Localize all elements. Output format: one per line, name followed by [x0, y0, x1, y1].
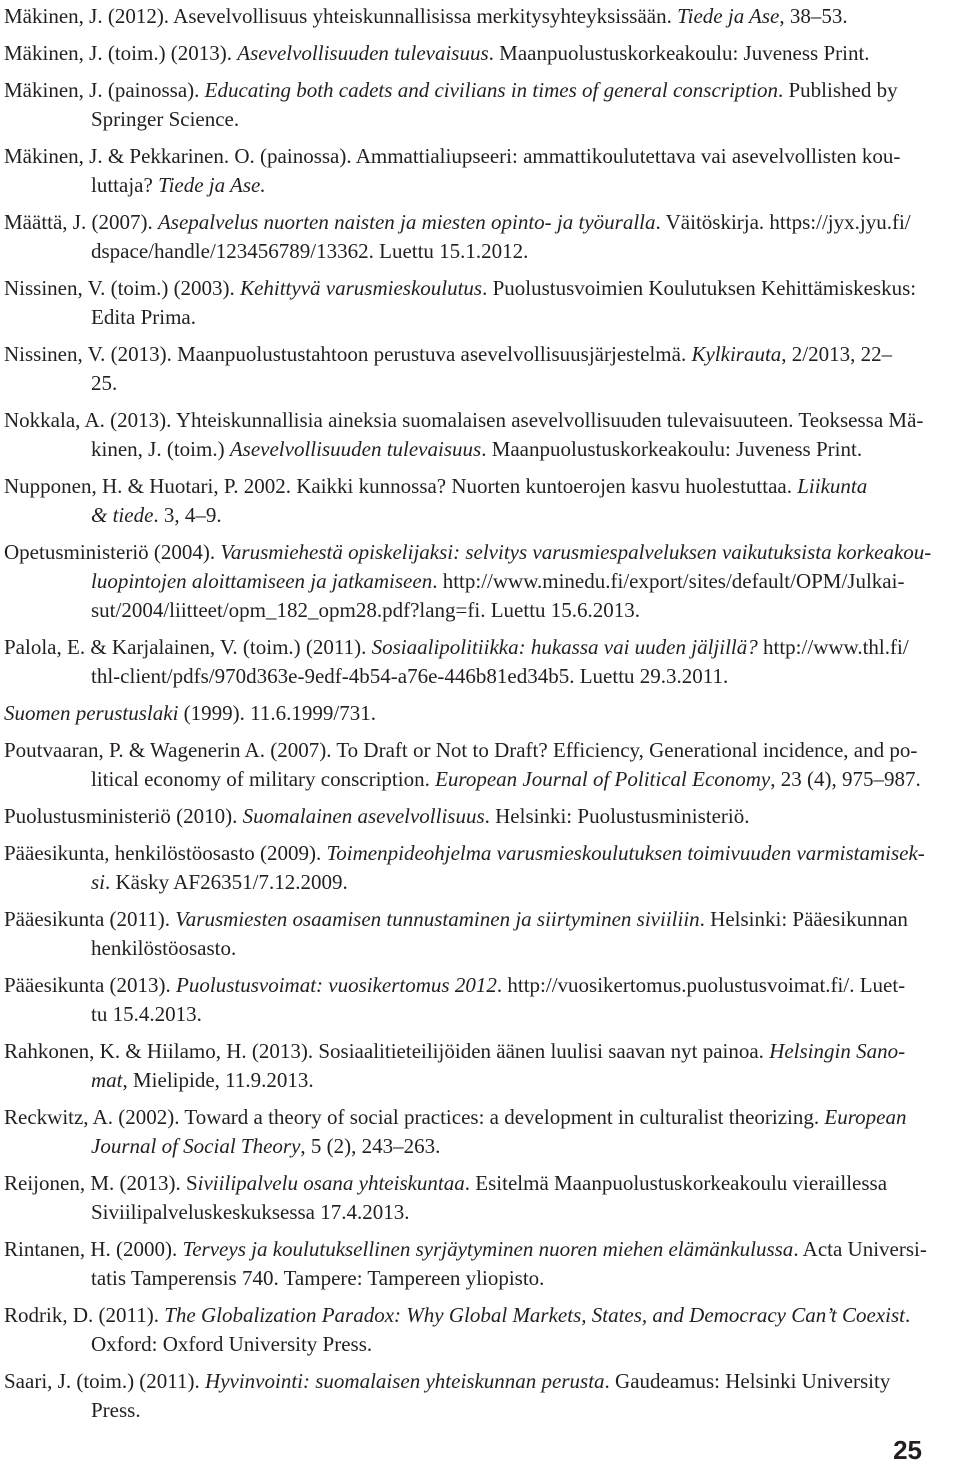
reference-first-line [4, 1171, 887, 1195]
reference-entry [4, 699, 960, 728]
entry-spacer [0, 134, 960, 142]
reference-text: Oxford: Oxford University Press. [91, 1332, 373, 1356]
reference-continuation-line [91, 934, 960, 963]
reference-first-line [4, 4, 848, 28]
reference-text: Nissinen, V. (2013). Maanpuolustustahtoon perustuva asevelvollisuusjärjestelmä. [4, 342, 692, 366]
reference-title-italic: European [824, 1105, 907, 1129]
reference-text: . http://www.minedu.fi/export/sites/default/OPM/Julkai- [432, 569, 905, 593]
reference-text: . Published by [777, 78, 898, 102]
reference-title-italic: mat [91, 1068, 123, 1092]
reference-first-line [4, 1039, 905, 1063]
reference-text: Mäkinen, J. (painossa). [4, 78, 205, 102]
entry-spacer [0, 1029, 960, 1037]
entry-spacer [0, 1161, 960, 1169]
reference-first-line [4, 804, 750, 828]
reference-first-line [4, 276, 916, 300]
reference-text: kinen, J. (toim.) [91, 437, 230, 461]
reference-text: . Gaudeamus: Helsinki University [604, 1369, 891, 1393]
reference-title-italic: Journal of Social Theory [91, 1134, 301, 1158]
entry-spacer [0, 200, 960, 208]
reference-first-line [4, 408, 923, 432]
reference-continuation-line [91, 1066, 960, 1095]
reference-text: , Mielipide, 11.9.2013. [122, 1068, 314, 1092]
reference-text: Mäkinen, J. (2012). Asevelvollisuus yhteiskunnallisissa merkitysyhteyksissään. [4, 4, 678, 28]
reference-text: Reijonen, M. (2013). S [4, 1171, 198, 1195]
page-number: 25 [893, 1435, 922, 1465]
reference-continuation-line [91, 1000, 960, 1029]
reference-entry [4, 142, 960, 200]
reference-title-italic: Tiede ja Ase [677, 4, 780, 28]
reference-title-italic: Hyvinvointi: suomalaisen yhteiskunnan perusta [205, 1369, 605, 1393]
reference-text: . Maanpuolustuskorkeakoulu: Juveness Print. [481, 437, 863, 461]
entry-spacer [0, 464, 960, 472]
reference-continuation-line [91, 1198, 960, 1227]
reference-entry [4, 633, 960, 691]
reference-continuation-line [91, 501, 960, 530]
reference-text: sut/2004/liitteet/opm_182_opm28.pdf?lang=fi. Luettu 15.6.2013. [91, 598, 641, 622]
reference-text: , 38–53. [779, 4, 848, 28]
reference-text: . Maanpuolustuskorkeakoulu: Juveness Print. [488, 41, 870, 65]
reference-entry [4, 1169, 960, 1227]
reference-title-italic: Sosiaalipolitiikka: hukassa vai uuden jäljillä? [371, 635, 758, 659]
reference-text: Springer Science. [91, 107, 240, 131]
entry-spacer [0, 625, 960, 633]
reference-text: . Helsinki: Pääesikunnan [699, 907, 908, 931]
entry-spacer [0, 831, 960, 839]
reference-entry [4, 76, 960, 134]
reference-text: . Esitelmä Maanpuolustuskorkeakoulu vieraillessa [464, 1171, 888, 1195]
reference-text: Rahkonen, K. & Hiilamo, H. (2013). Sosiaalitieteilijöiden äänen luulisi saavan nyt painoa. [4, 1039, 770, 1063]
reference-text: 25. [91, 371, 118, 395]
reference-text: Määttä, J. (2007). [4, 210, 158, 234]
reference-continuation-line [91, 171, 960, 200]
reference-entry [4, 39, 960, 68]
reference-text: Pääesikunta (2013). [4, 973, 177, 997]
reference-text: Edita Prima. [91, 305, 196, 329]
reference-continuation-line [91, 662, 960, 691]
reference-text: tatis Tamperensis 740. Tampere: Tampereen yliopisto. [91, 1266, 545, 1290]
reference-continuation-line [91, 596, 960, 625]
entry-spacer [0, 1359, 960, 1367]
reference-entry [4, 1235, 960, 1293]
reference-text: litical economy of military conscription. [91, 767, 436, 791]
entry-spacer [0, 963, 960, 971]
reference-title-italic: Kylkirauta [691, 342, 782, 366]
reference-entry [4, 208, 960, 266]
reference-title-italic: Kehittyvä varusmieskoulutus [240, 276, 483, 300]
reference-first-line [4, 78, 898, 102]
reference-first-line [4, 841, 925, 865]
reference-text: Press. [91, 1398, 141, 1422]
entry-spacer [0, 1293, 960, 1301]
reference-entry [4, 905, 960, 963]
reference-title-italic: Liikunta [797, 474, 868, 498]
reference-continuation-line [91, 765, 960, 794]
reference-first-line [4, 210, 911, 234]
reference-continuation-line [91, 303, 960, 332]
reference-entry [4, 472, 960, 530]
reference-entry [4, 340, 960, 398]
reference-text: Mäkinen, J. & Pekkarinen. O. (painossa). Ammattialiupseeri: ammattikoulutettava vai asevelvollisten kou- [4, 144, 901, 168]
reference-first-line [4, 342, 892, 366]
reference-text: . Väitöskirja. https://jyx.jyu.fi/ [655, 210, 911, 234]
reference-text: Rintanen, H. (2000). [4, 1237, 183, 1261]
entry-spacer [0, 1227, 960, 1235]
reference-continuation-line [91, 435, 960, 464]
reference-text: , 5 (2), 243–263. [300, 1134, 441, 1158]
reference-text: . Helsinki: Puolustusministeriö. [484, 804, 750, 828]
reference-first-line [4, 144, 900, 168]
reference-title-italic: Puolustusvoimat: vuosikertomus 2012 [176, 973, 497, 997]
reference-title-italic: Asepalvelus nuorten naisten ja miesten opinto- ja työuralla [157, 210, 656, 234]
reference-first-line [4, 1237, 927, 1261]
reference-entry [4, 971, 960, 1029]
reference-title-italic: iviilipalvelu osana yhteiskuntaa [197, 1171, 465, 1195]
reference-text: Pääesikunta (2011). [4, 907, 176, 931]
entry-spacer [0, 728, 960, 736]
reference-text: Mäkinen, J. (toim.) (2013). [4, 41, 238, 65]
reference-text: . [904, 1303, 911, 1327]
reference-text: dspace/handle/123456789/13362. Luettu 15.1.2012. [91, 239, 529, 263]
reference-continuation-line [91, 567, 960, 596]
reference-entry [4, 1367, 960, 1425]
reference-entry [4, 406, 960, 464]
entry-spacer [0, 1095, 960, 1103]
reference-entry [4, 1301, 960, 1359]
reference-first-line [4, 701, 376, 725]
reference-continuation-line [91, 369, 960, 398]
reference-title-italic: Tiede ja Ase. [158, 173, 266, 197]
reference-text: Nokkala, A. (2013). Yhteiskunnallisia aineksia suomalaisen asevelvollisuuden tulevaisuuteen. Teoksessa Mä- [4, 408, 924, 432]
reference-title-italic: Toimenpideohjelma varusmieskoulutuksen toimivuuden varmistamisek- [326, 841, 925, 865]
reference-first-line [4, 973, 905, 997]
reference-first-line [4, 41, 870, 65]
reference-title-italic: Suomen perustuslaki [4, 701, 179, 725]
reference-text: henkilöstöosasto. [91, 936, 237, 960]
reference-text: . http://vuosikertomus.puolustusvoimat.fi/. Luet- [496, 973, 906, 997]
reference-text: (1999). 11.6.1999/731. [178, 701, 376, 725]
reference-first-line [4, 907, 908, 931]
reference-text: Opetusministeriö (2004). [4, 540, 221, 564]
reference-entry [4, 736, 960, 794]
reference-text: Saari, J. (toim.) (2011). [4, 1369, 206, 1393]
reference-continuation-line [91, 1396, 960, 1425]
entry-spacer [0, 691, 960, 699]
reference-first-line [4, 474, 867, 498]
reference-text: . 3, 4–9. [153, 503, 222, 527]
reference-text: tu 15.4.2013. [91, 1002, 202, 1026]
reference-entry [4, 1037, 960, 1095]
reference-title-italic: The Globalization Paradox: Why Global Markets, States, and Democracy Can’t Coexist [164, 1303, 905, 1327]
reference-text: Rodrik, D. (2011). [4, 1303, 165, 1327]
reference-title-italic: Asevelvollisuuden tulevaisuus [237, 41, 489, 65]
reference-text: http://www.thl.fi/ [757, 635, 909, 659]
reference-text: Nupponen, H. & Huotari, P. 2002. Kaikki kunnossa? Nuorten kuntoerojen kasvu huolestuttaa. [4, 474, 798, 498]
reference-continuation-line [91, 1132, 960, 1161]
reference-text: luttaja? [91, 173, 159, 197]
reference-text: Siviilipalveluskeskuksessa 17.4.2013. [91, 1200, 410, 1224]
reference-continuation-line [91, 237, 960, 266]
entry-spacer [0, 31, 960, 39]
reference-text: , 23 (4), 975–987. [770, 767, 921, 791]
reference-first-line [4, 738, 917, 762]
reference-first-line [4, 635, 909, 659]
reference-entry [4, 538, 960, 625]
entry-spacer [0, 897, 960, 905]
reference-title-italic: Educating both cadets and civilians in times of general conscription [204, 78, 778, 102]
reference-text: Puolustusministeriö (2010). [4, 804, 243, 828]
reference-text: Reckwitz, A. (2002). Toward a theory of social practices: a development in culturalist theorizing. [4, 1105, 825, 1129]
reference-continuation-line [91, 868, 960, 897]
reference-first-line [4, 1105, 906, 1129]
reference-first-line [4, 1303, 910, 1327]
reference-entry [4, 274, 960, 332]
reference-title-italic: Asevelvollisuuden tulevaisuus [229, 437, 482, 461]
reference-continuation-line [91, 1330, 960, 1359]
entry-spacer [0, 530, 960, 538]
reference-title-italic: Varusmiehestä opiskelijaksi: selvitys varusmiespalveluksen vaikutuksista korkeakou- [220, 540, 932, 564]
entry-spacer [0, 794, 960, 802]
reference-entry [4, 802, 960, 831]
reference-title-italic: & tiede [91, 503, 154, 527]
entry-spacer [0, 68, 960, 76]
reference-text: . Puolustusvoimien Koulutuksen Kehittämiskeskus: [482, 276, 917, 300]
reference-continuation-line [91, 1264, 960, 1293]
reference-title-italic: si [91, 870, 106, 894]
reference-continuation-line [91, 105, 960, 134]
reference-entry [4, 839, 960, 897]
reference-first-line [4, 1369, 890, 1393]
reference-title-italic: Varusmiesten osaamisen tunnustaminen ja siirtyminen siviiliin [175, 907, 700, 931]
reference-title-italic: Terveys ja koulutuksellinen syrjäytyminen nuoren miehen elämänkulussa [182, 1237, 794, 1261]
reference-text: Palola, E. & Karjalainen, V. (toim.) (2011). [4, 635, 372, 659]
reference-first-line [4, 540, 931, 564]
reference-entry [4, 2, 960, 31]
reference-text: Pääesikunta, henkilöstöosasto (2009). [4, 841, 327, 865]
reference-title-italic: European Journal of Political Economy [435, 767, 771, 791]
reference-title-italic: Suomalainen asevelvollisuus [242, 804, 485, 828]
reference-text: Poutvaaran, P. & Wagenerin A. (2007). To Draft or Not to Draft? Efficiency, Generational incidence, and po- [4, 738, 918, 762]
reference-text: Nissinen, V. (toim.) (2003). [4, 276, 241, 300]
reference-entry [4, 1103, 960, 1161]
entry-spacer [0, 332, 960, 340]
reference-title-italic: Helsingin Sano- [769, 1039, 906, 1063]
reference-title-italic: luopintojen aloittamiseen ja jatkamiseen [91, 569, 433, 593]
reference-text: . Käsky AF26351/7.12.2009. [105, 870, 348, 894]
reference-text: . Acta Universi- [793, 1237, 927, 1261]
reference-text: , 2/2013, 22– [781, 342, 893, 366]
entry-spacer [0, 398, 960, 406]
reference-text: thl-client/pdfs/970d363e-9edf-4b54-a76e-446b81ed34b5. Luettu 29.3.2011. [91, 664, 729, 688]
entry-spacer [0, 266, 960, 274]
